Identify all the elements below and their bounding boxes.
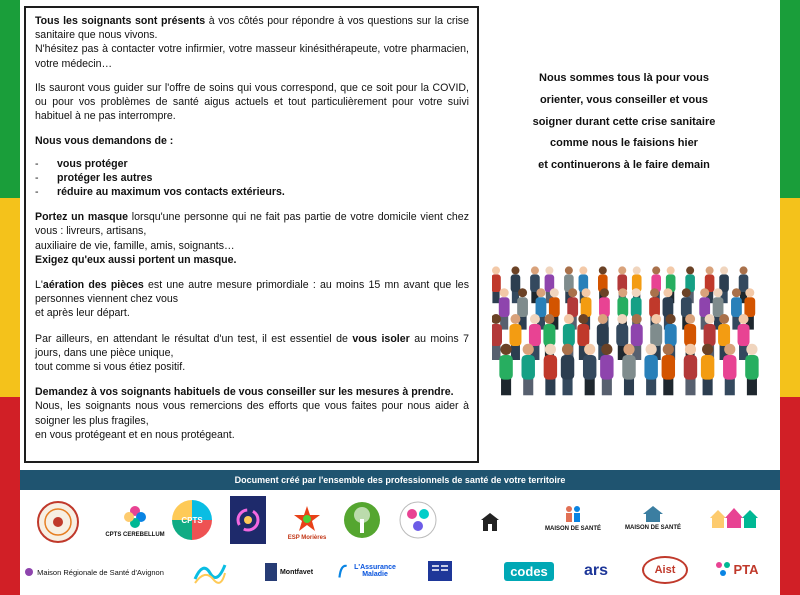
dot-icon bbox=[24, 567, 34, 577]
logo-book bbox=[420, 556, 460, 586]
message-line: comme nous le faisions hier bbox=[550, 137, 698, 150]
mask-paragraph: Portez un masque lorsqu'une personne qui ne fait pas partie de votre domicile vient chez vous : livreurs, artisans, auxiliaire de vie, famille, amis, soignants… Exigez qu'eux aussi portent un masque. bbox=[35, 211, 469, 266]
person-head bbox=[618, 266, 626, 274]
person-head bbox=[500, 344, 511, 355]
person-body bbox=[599, 297, 610, 317]
person-legs bbox=[663, 377, 673, 395]
person-head bbox=[492, 266, 500, 274]
person-head bbox=[545, 266, 553, 274]
person-legs bbox=[602, 377, 612, 395]
logo-ars: ars bbox=[583, 562, 609, 579]
person-head bbox=[564, 314, 574, 324]
advice-paragraph: Demandez à vos soignants habituels de vous conseiller sur les mesures à prendre. Nous, les soignants nous vous remercions des efforts que vous faites pour nous aider à soigner les plus fragiles, en vous protégeant et en nous protégeant. bbox=[35, 386, 469, 441]
person-head bbox=[739, 314, 749, 324]
person-head bbox=[702, 344, 713, 355]
partner-logos bbox=[20, 490, 780, 595]
person-body bbox=[704, 324, 716, 346]
person-head bbox=[632, 314, 642, 324]
person-head bbox=[584, 344, 595, 355]
logo-assurance-maladie: L'Assurance Maladie bbox=[338, 556, 400, 586]
cpts-circle-icon: CPTS bbox=[172, 500, 212, 540]
person-body bbox=[563, 324, 575, 346]
book-icon bbox=[427, 560, 453, 582]
person-head bbox=[600, 288, 609, 297]
aist-oval-icon: Aist bbox=[642, 556, 688, 584]
stripe-green bbox=[780, 0, 800, 198]
person-head bbox=[746, 344, 757, 355]
person-body bbox=[544, 355, 557, 380]
requests-heading: Nous vous demandons de : bbox=[35, 135, 174, 148]
person-head bbox=[550, 288, 559, 297]
wave-icon bbox=[193, 559, 227, 585]
person-body bbox=[517, 297, 528, 317]
figures-icon bbox=[563, 504, 583, 524]
person-legs bbox=[725, 377, 735, 395]
person-body bbox=[684, 355, 697, 380]
stripe-green bbox=[0, 0, 20, 198]
intro-bold: Tous les soignants sont présents bbox=[35, 15, 206, 27]
left-color-stripe bbox=[0, 0, 20, 595]
message-line: et continuerons à le faire demain bbox=[538, 159, 710, 172]
advice-text-box bbox=[24, 6, 479, 463]
message-line: soigner durant cette crise sanitaire bbox=[532, 115, 716, 128]
person-body bbox=[665, 324, 677, 346]
montfavet-mark-icon bbox=[265, 563, 277, 581]
person-body bbox=[622, 355, 635, 380]
person-head bbox=[705, 314, 715, 324]
person-head bbox=[618, 288, 627, 297]
star-icon bbox=[293, 505, 321, 533]
person-legs bbox=[523, 377, 533, 395]
person-head bbox=[724, 344, 735, 355]
person-body bbox=[499, 355, 512, 380]
pta-dots-icon bbox=[715, 561, 731, 577]
person-body bbox=[644, 355, 657, 380]
right-color-stripe bbox=[780, 0, 800, 595]
person-body bbox=[744, 297, 755, 317]
assurance-icon bbox=[338, 560, 348, 582]
logo-aist bbox=[640, 554, 690, 586]
person-body bbox=[731, 297, 742, 317]
logo-houses bbox=[704, 500, 764, 536]
person-body bbox=[583, 355, 596, 380]
person-body bbox=[543, 324, 555, 346]
logo-colored-circle bbox=[396, 498, 440, 542]
person-head bbox=[623, 344, 634, 355]
person-head bbox=[685, 344, 696, 355]
intro-line2: N'hésitez pas à contacter votre infirmier, votre masseur kinésithérapeute, votre pharmacien, votre médecin… bbox=[35, 43, 469, 70]
person-head bbox=[562, 344, 573, 355]
person-head bbox=[568, 288, 577, 297]
aeration-paragraph: L'aération des pièces est une autre mesure primordiale : au moins 15 mn avant que les personnes viennent chez vous et après leur départ. bbox=[35, 279, 469, 320]
red-seal-icon bbox=[36, 500, 80, 544]
dots-circle-icon bbox=[398, 500, 438, 540]
person-head bbox=[700, 288, 709, 297]
person-legs bbox=[492, 290, 499, 303]
codes-badge: codes bbox=[504, 562, 554, 581]
logo-tree bbox=[342, 498, 382, 542]
footer-title: Document créé par l'ensemble des professionnels de santé de votre territoire bbox=[234, 475, 566, 485]
logo-pta: PTA bbox=[710, 552, 764, 586]
person-legs bbox=[501, 377, 511, 395]
person-body bbox=[511, 274, 521, 292]
person-head bbox=[601, 344, 612, 355]
isolation-paragraph: Par ailleurs, en attendant le résultat d'un test, il est essentiel de vous isoler au moins 7 jours, dans une pièce unique, tout comme si vous étiez positif. bbox=[35, 332, 470, 374]
stripe-red bbox=[780, 397, 800, 595]
person-head bbox=[686, 266, 694, 274]
logo-esp-morieres: ESP Morières bbox=[282, 500, 332, 546]
person-body bbox=[577, 324, 589, 346]
person-head bbox=[706, 266, 714, 274]
person-body bbox=[492, 324, 502, 346]
stripe-yellow bbox=[0, 198, 20, 396]
person-head bbox=[523, 344, 534, 355]
person-legs bbox=[624, 377, 634, 395]
person-head bbox=[545, 344, 556, 355]
person-head bbox=[720, 266, 728, 274]
footer-title-bar bbox=[20, 470, 780, 490]
list-item: - vous protéger bbox=[35, 157, 128, 170]
person-head bbox=[579, 266, 587, 274]
person-head bbox=[518, 288, 527, 297]
person-head bbox=[667, 266, 675, 274]
person-legs bbox=[646, 377, 656, 395]
logo-cpts-cerebellum: CPTS CEREBELLUM bbox=[100, 496, 170, 546]
person-legs bbox=[562, 377, 572, 395]
person-head bbox=[666, 314, 676, 324]
person-body bbox=[509, 324, 521, 346]
person-body bbox=[701, 355, 714, 380]
logo-red-seal bbox=[34, 498, 82, 546]
message-line: Nous sommes tous là pour vous bbox=[539, 72, 709, 84]
list-item: - réduire au maximum vos contacts extérieurs. bbox=[35, 186, 285, 199]
person-body bbox=[713, 297, 724, 317]
intro-paragraph bbox=[35, 14, 469, 71]
person-body bbox=[723, 355, 736, 380]
intro-text: à vos côtés pour répondre à vos questions sur la crise sanitaire que nous vivons. bbox=[35, 15, 469, 42]
spiral-icon bbox=[235, 507, 261, 533]
person-body bbox=[649, 297, 660, 317]
logo-spiral bbox=[230, 496, 266, 544]
person-body bbox=[663, 297, 674, 317]
flower-icon bbox=[122, 504, 148, 530]
person-body bbox=[684, 324, 696, 346]
logo-montfavet: Montfavet bbox=[256, 560, 322, 584]
person-head bbox=[530, 314, 540, 324]
person-body bbox=[699, 297, 710, 317]
person-body bbox=[536, 297, 547, 317]
person-body bbox=[650, 324, 662, 346]
stripe-red bbox=[0, 397, 20, 595]
person-body bbox=[662, 355, 675, 380]
person-body bbox=[718, 324, 730, 346]
support-message bbox=[500, 68, 748, 177]
person-head bbox=[536, 288, 545, 297]
person-head bbox=[663, 344, 674, 355]
person-head bbox=[632, 288, 641, 297]
message-line: orienter, vous conseiller et vous bbox=[539, 93, 709, 106]
person-body bbox=[631, 324, 643, 346]
stripe-yellow bbox=[780, 198, 800, 396]
person-body bbox=[561, 355, 574, 380]
person-body bbox=[522, 355, 535, 380]
requests-list bbox=[35, 157, 469, 200]
person-body bbox=[529, 324, 541, 346]
person-body bbox=[616, 324, 628, 346]
person-head bbox=[682, 288, 691, 297]
house-icon bbox=[642, 505, 664, 523]
person-body bbox=[549, 297, 560, 317]
person-head bbox=[663, 288, 672, 297]
building-icon bbox=[479, 511, 501, 533]
person-head bbox=[531, 266, 539, 274]
person-head bbox=[511, 266, 519, 274]
logo-cpts bbox=[170, 498, 214, 542]
person-legs bbox=[685, 377, 695, 395]
person-head bbox=[599, 266, 607, 274]
person-body bbox=[738, 324, 750, 346]
crowd-illustration bbox=[492, 250, 760, 410]
person-head bbox=[617, 314, 627, 324]
person-head bbox=[510, 314, 520, 324]
person-head bbox=[719, 314, 729, 324]
houses-icon bbox=[710, 506, 758, 530]
person-head bbox=[646, 344, 657, 355]
logo-maison-sante-1: MAISON DE SANTÉ bbox=[540, 500, 606, 536]
person-head bbox=[714, 288, 723, 297]
logo-maison-regionale: Maison Régionale de Santé d'Avignon bbox=[24, 564, 164, 580]
logo-building bbox=[460, 500, 520, 544]
logo-codes bbox=[504, 556, 554, 586]
person-legs bbox=[703, 377, 713, 395]
person-body bbox=[492, 274, 501, 292]
person-head bbox=[565, 266, 573, 274]
person-head bbox=[685, 314, 695, 324]
person-body bbox=[600, 355, 613, 380]
person-body bbox=[499, 297, 510, 317]
person-head bbox=[732, 288, 741, 297]
person-head bbox=[578, 314, 588, 324]
person-head bbox=[650, 288, 659, 297]
guidance-paragraph: Ils sauront vous guider sur l'offre de soins qui vous correspond, que ce soit pour la COVID, ou pour vos problèmes de santé aigus actuels et tout particulièrement pour votre suivi habituel à ne pas interrompre. bbox=[35, 81, 469, 123]
person-head bbox=[500, 288, 509, 297]
person-legs bbox=[585, 377, 595, 395]
person-head bbox=[740, 266, 748, 274]
person-body bbox=[745, 355, 758, 380]
logo-maison-sante-2: MAISON DE SANTÉ bbox=[620, 500, 686, 536]
person-head bbox=[582, 288, 591, 297]
person-head bbox=[544, 314, 554, 324]
person-head bbox=[652, 266, 660, 274]
person-head bbox=[598, 314, 608, 324]
person-legs bbox=[545, 377, 555, 395]
person-body bbox=[597, 324, 609, 346]
person-legs bbox=[492, 344, 501, 360]
list-item: - protéger les autres bbox=[35, 171, 153, 184]
logo-hospital bbox=[188, 554, 232, 590]
person-head bbox=[745, 288, 754, 297]
tree-icon bbox=[343, 501, 381, 539]
person-legs bbox=[747, 377, 757, 395]
person-head bbox=[633, 266, 641, 274]
person-head bbox=[651, 314, 661, 324]
person-body bbox=[581, 297, 592, 317]
